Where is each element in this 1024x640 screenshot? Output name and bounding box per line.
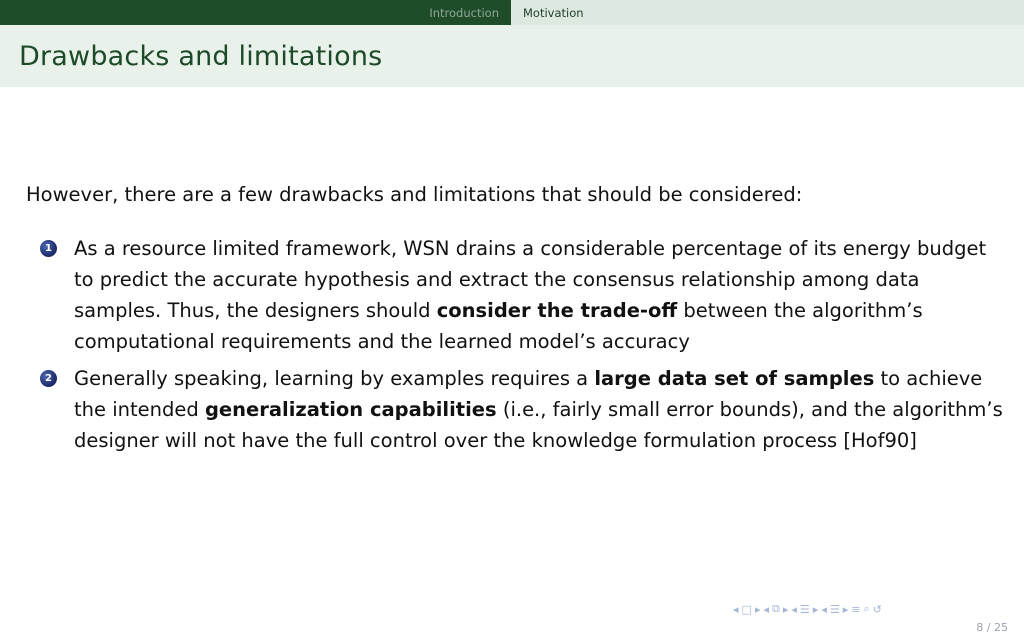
prev-slide-icon[interactable]: ◂	[821, 602, 827, 616]
prev-subsection-icon[interactable]: ◂	[763, 602, 769, 616]
item-bold-text: large data set of samples	[594, 367, 875, 390]
section-nav-left	[0, 0, 511, 25]
slide-icon[interactable]: ☰	[829, 602, 840, 616]
prev-section-icon[interactable]: ◂	[791, 602, 797, 616]
nav-section-introduction[interactable]: Introduction	[429, 5, 499, 20]
beamer-navigation-symbols	[733, 602, 882, 616]
search-icon[interactable]: ⌕	[863, 602, 870, 615]
section-nav-right	[511, 0, 1024, 25]
next-section-icon[interactable]: ▸	[812, 602, 819, 616]
item-bold-text: generalization capabilities	[204, 398, 497, 421]
section-navigation-bar	[0, 0, 1024, 25]
next-slide-icon[interactable]: ▸	[842, 602, 849, 616]
align-icon[interactable]: ≡	[851, 602, 861, 616]
item-text: As a resource limited framework, WSN drains a considerable percentage of its energy budget to predict the accurate hypothesis and extract the consensus relationship among data samples. Thus, the designers should	[74, 237, 987, 322]
next-subsection-icon[interactable]: ▸	[782, 602, 789, 616]
frame-title: Drawbacks and limitations	[19, 41, 383, 72]
intro-text: However, there are a few drawbacks and limitations that should be considered:	[26, 183, 803, 206]
number-2-bullet-icon: 2	[40, 370, 57, 387]
frame-icon[interactable]: □	[741, 602, 752, 616]
undo-icon[interactable]: ↺	[872, 602, 882, 616]
item-text: (i.e., fairly small error bounds), and the algorithm’s designer will not have the full control over the knowledge formulation process [Hof90]	[74, 398, 1003, 452]
item-text: between the algorithm’s computational requirements and the learned model’s accuracy	[74, 299, 923, 353]
item-text: Generally speaking, learning by examples requires a	[74, 367, 595, 390]
subsection-icon[interactable]: ⧉	[772, 602, 780, 615]
item-text: to achieve the intended	[74, 367, 983, 421]
frame-title-bar	[0, 25, 1024, 87]
section-icon[interactable]: ☰	[799, 602, 810, 616]
item-bold-text: consider the trade-off	[436, 299, 678, 322]
list-item	[40, 363, 1008, 456]
next-frame-icon[interactable]: ▸	[754, 602, 761, 616]
number-1-bullet-icon: 1	[40, 240, 57, 257]
nav-section-motivation[interactable]: Motivation	[523, 5, 584, 20]
list-item	[40, 233, 1008, 357]
prev-frame-icon[interactable]: ◂	[733, 602, 739, 616]
page-number: 8 / 25	[976, 621, 1008, 634]
enumerated-list	[40, 233, 1008, 462]
